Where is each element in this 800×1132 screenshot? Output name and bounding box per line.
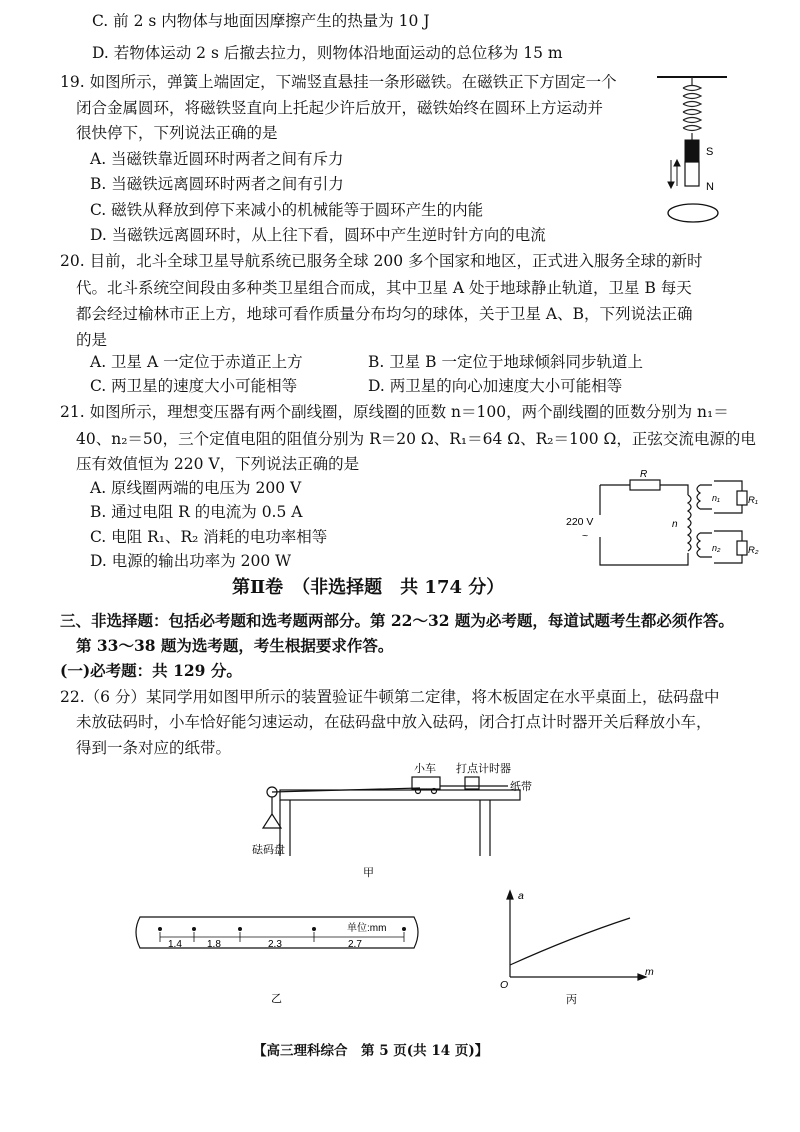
gap-3: 2.3 (268, 939, 282, 950)
q19-option-a: A. 当磁铁靠近圆环时两者之间有斥力 (90, 150, 344, 168)
label-tilde: ~ (582, 530, 589, 542)
ticker-timer (465, 777, 479, 789)
a-m-curve (510, 918, 630, 965)
label-voltage: 220 V (566, 516, 594, 528)
q20-stem-line-1: 20. 目前，北斗全球卫星导航系统已服务全球 200 多个国家和地区，正式进入服务全球的新时 (60, 252, 703, 270)
label-unit: 单位:mm (347, 923, 387, 934)
label-n1: n₁ (712, 493, 720, 503)
label-timer: 打点计时器 (456, 763, 511, 775)
q21-stem-line-2: 40、n₂＝50，三个定值电阻的阻值分别为 R＝20 Ω、R₁＝64 Ω、R₂＝100 Ω，正弦交流电源的电 (76, 430, 756, 448)
resistor-r1 (737, 491, 747, 505)
q20-stem-line-4: 的是 (76, 331, 108, 349)
weight-pan (263, 814, 281, 828)
secondary-coils (697, 485, 700, 557)
cart (412, 777, 440, 789)
caption-yi: 乙 (271, 993, 282, 1005)
q20-stem-line-3: 都会经过榆林市正上方，地球可看作质量分布均匀的球体，关于卫星 A、B，下列说法正确 (76, 305, 693, 323)
q22-stem-line-2: 未放砝码时，小车恰好能匀速运动，在砝码盘中放入砝码，闭合打点计时器开关后释放小车， (76, 713, 712, 731)
paper-tape-figure-yi (132, 912, 432, 1012)
q19-stem-line-3: 很快停下，下列说法正确的是 (76, 124, 278, 142)
q19-option-c: C. 磁铁从释放到停下来减小的机械能等于圆环产生的内能 (90, 201, 484, 219)
q20-option-a: A. 卫星 A 一定位于赤道正上方 (90, 353, 303, 371)
label-x-m: m (645, 966, 654, 978)
q22-stem-line-3: 得到一条对应的纸带。 (76, 739, 232, 757)
caption-bing: 丙 (566, 994, 577, 1006)
q19-stem-line-2: 闭合金属圆环，将磁铁竖直向上托起少许后放开，磁铁始终在圆环上方运动并 (76, 99, 604, 117)
resistor-r2 (737, 541, 747, 555)
apparatus-figure-jia (250, 758, 550, 883)
label-n2: n₂ (712, 543, 721, 553)
spring-magnet-figure (655, 72, 735, 232)
gap-2: 1.8 (207, 939, 221, 950)
magnet-s-label: S (706, 146, 714, 158)
gap-1: 1.4 (168, 939, 182, 950)
caption-jia: 甲 (363, 867, 374, 879)
magnet-s-pole (685, 140, 699, 162)
wooden-board (280, 790, 520, 800)
magnet-n-pole (685, 162, 699, 186)
label-r: R (640, 469, 648, 480)
magnet-n-label: N (706, 181, 714, 193)
q19-stem-line-1: 19. 如图所示，弹簧上端固定，下端竖直悬挂一条形磁铁。在磁铁正下方固定一个 (60, 73, 617, 91)
section-2-intro-line-1: 三、非选择题：包括必考题和选考题两部分。第 22～32 题为必考题，每道试题考生都必须作答。 (60, 611, 734, 630)
q22-stem-line-1: 22.（6 分）某同学用如图甲所示的装置验证牛顿第二定律，将木板固定在水平桌面上，砝码盘中 (60, 688, 720, 706)
section-2-intro-line-2: 第 33～38 题为选考题，考生根据要求作答。 (76, 636, 394, 655)
label-car: 小车 (414, 763, 436, 775)
spring-coil (683, 77, 701, 140)
required-section-heading: (一)必考题：共 129 分。 (60, 661, 242, 680)
primary-coil (688, 495, 691, 551)
q21-option-c: C. 电阻 R₁、R₂ 消耗的电功率相等 (90, 528, 328, 546)
q20-stem-line-2: 代。北斗系统空间段由多种类卫星组合而成，其中卫星 A 处于地球静止轨道，卫星 B 每天 (76, 279, 692, 297)
q21-stem-line-1: 21. 如图所示，理想变压器有两个副线圈，原线圈的匝数 n＝100，两个副线圈的匝数分别为 n₁＝ (60, 403, 729, 421)
resistor-r (630, 480, 660, 490)
q21-stem-line-3: 压有效值恒为 220 V，下列说法正确的是 (76, 455, 360, 473)
q21-option-a: A. 原线圈两端的电压为 200 V (90, 479, 302, 497)
label-pan: 砝码盘 (252, 844, 285, 856)
q20-option-c: C. 两卫星的速度大小可能相等 (90, 377, 298, 395)
label-r2: R₂ (748, 545, 759, 556)
label-n: n (672, 519, 678, 530)
section-2-title: 第Ⅱ卷 （非选择题 共 174 分） (232, 577, 505, 598)
q21-option-b: B. 通过电阻 R 的电流为 0.5 A (90, 503, 303, 521)
q21-option-d: D. 电源的输出功率为 200 W (90, 552, 292, 570)
label-tape: 纸带 (510, 781, 532, 793)
q19-option-d: D. 当磁铁远离圆环时，从上往下看，圆环中产生逆时针方向的电流 (90, 226, 546, 244)
metal-ring (668, 204, 718, 222)
a-m-graph-bing (492, 885, 662, 1010)
gap-4: 2.7 (348, 939, 362, 950)
page-footer: 【高三理科综合 第 5 页(共 14 页)】 (253, 1043, 489, 1059)
transformer-circuit-figure (560, 469, 760, 575)
table-legs (280, 800, 490, 856)
q19-option-b: B. 当磁铁远离圆环时两者之间有引力 (90, 175, 344, 193)
label-y-a: a (518, 890, 524, 902)
q18-option-c: C. 前 2 s 内物体与地面因摩擦产生的热量为 10 J (92, 12, 430, 30)
q20-option-d: D. 两卫星的向心加速度大小可能相等 (368, 377, 623, 395)
q20-option-b: B. 卫星 B 一定位于地球倾斜同步轨道上 (368, 353, 643, 371)
label-r1: R₁ (748, 495, 758, 506)
up-down-arrow-icon (668, 160, 680, 188)
q18-option-d: D. 若物体运动 2 s 后撤去拉力，则物体沿地面运动的总位移为 15 m (92, 44, 563, 62)
label-origin: O (500, 979, 509, 991)
